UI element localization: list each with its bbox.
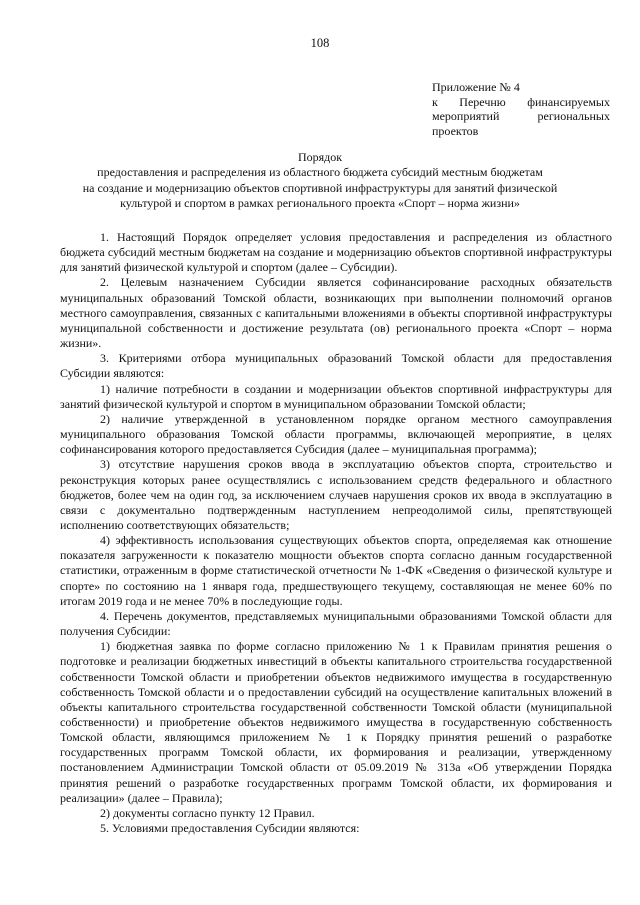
title-line: предоставления и распределения из областного бюджета субсидий местным бюджетам (97, 165, 543, 180)
paragraph-4-item-2: 2) документы согласно пункту 12 Правил. (100, 805, 315, 820)
paragraph-1: 1. Настоящий Порядок определяет условия предоставления и распределения из областного бюджета субсидий местным бюджетам на создание и модернизацию объектов спортивной инфраструктуры для занятий физической культурой и спортом (далее – Субсидии). (60, 230, 612, 275)
paragraph-3-item-1: 1) наличие потребности в создании и модернизации объектов спортивной инфраструктуры для занятий физической культурой и спортом в муниципальном образовании Томской области; (60, 381, 612, 411)
paragraph-4: 4. Перечень документов, представляемых муниципальными образованиями Томской области для получения Субсидии: (60, 608, 612, 639)
paragraph-2: 2. Целевым назначением Субсидии является софинансирование расходных обязательств муниципальных образований Томской области, возникающих при выполнении полномочий органов местного самоуправления, связанных с капитальными вложениями в объекты спортивной инфраструктуры муниципальной собственности и достижение результата (ов) регионального проекта «Спорт – норма жизни». (60, 275, 612, 351)
document-title (60, 150, 580, 211)
appendix-line: к Перечню финансируемых (432, 94, 610, 109)
appendix-line: мероприятий региональных (432, 109, 610, 123)
page-number: 108 (310, 36, 330, 50)
appendix-line: проектов (432, 123, 479, 138)
paragraph-3-item-3: 3) отсутствие нарушения сроков ввода в эксплуатацию объектов спорта, строительство и реконструкция которых ранее осуществлялись с использованием средств федерального и областного бюджетов, более чем на один год, за исключением случаев нарушения сроков их ввода в эксплуатацию в связи с документально подтвержденным наступлением непреодолимой силы, препятствующей исполнению соответствующих обязательств; (60, 457, 612, 532)
paragraph-3-item-2: 2) наличие утвержденной в установленном порядке органом местного самоуправления муниципального образования Томской области программы, включающей мероприятие, в целях софинансирования которого предоставляется Субсидия (далее – муниципальная программа); (60, 411, 612, 457)
paragraph-4-item-1: 1) бюджетная заявка по форме согласно приложению № 1 к Правилам принятия решения о подготовке и реализации бюджетных инвестиций в объекты капитального строительства государственной собственности Томской области и приобретении объектов недвижимого имущества в государственную собственность Томской области и о предоставлении субсидий на осуществление капитальных вложений в объекты капитального строительства государственной собственности Томской области (муниципальной собственности) и приобретение объектов недвижимого имущества в государственную собственность Томской области, являющимся приложением № 1 к Порядку принятия решений о разработке государственных программ Томской области, их формирования и реализации, утвержденному постановлением Администрации Томской области от 05.09.2019 № 313а «Об утверждении Порядка принятия решений о разработке государственных программ Томской области, их формирования и реализации» (далее – Правила); (60, 639, 612, 805)
paragraph-5: 5. Условиями предоставления Субсидии являются: (100, 821, 360, 836)
title-line: культурой и спортом в рамках регионального проекта «Спорт – норма жизни» (120, 195, 520, 210)
paragraph-3-item-4: 4) эффективность использования существующих объектов спорта, определяемая как отношение показателя загруженности к показателю мощности объектов спорта согласно данным государственной статистики, отраженным в форме статистической отчетности № 1-ФК «Сведения о физической культуре и спорте» по состоянию на 1 января года, предшествующего текущему, составляющая не менее 60% по итогам 2019 года и не менее 70% в последующие годы. (60, 533, 612, 608)
document-body (60, 230, 612, 836)
paragraph-3: 3. Критериями отбора муниципальных образований Томской области для предоставления Субсидии являются: (60, 351, 612, 381)
title-line: на создание и модернизацию объектов спортивной инфраструктуры для занятий физической (82, 180, 558, 195)
appendix-header (432, 80, 610, 138)
title-heading: Порядок (297, 150, 343, 164)
appendix-title: Приложение № 4 (432, 80, 520, 94)
